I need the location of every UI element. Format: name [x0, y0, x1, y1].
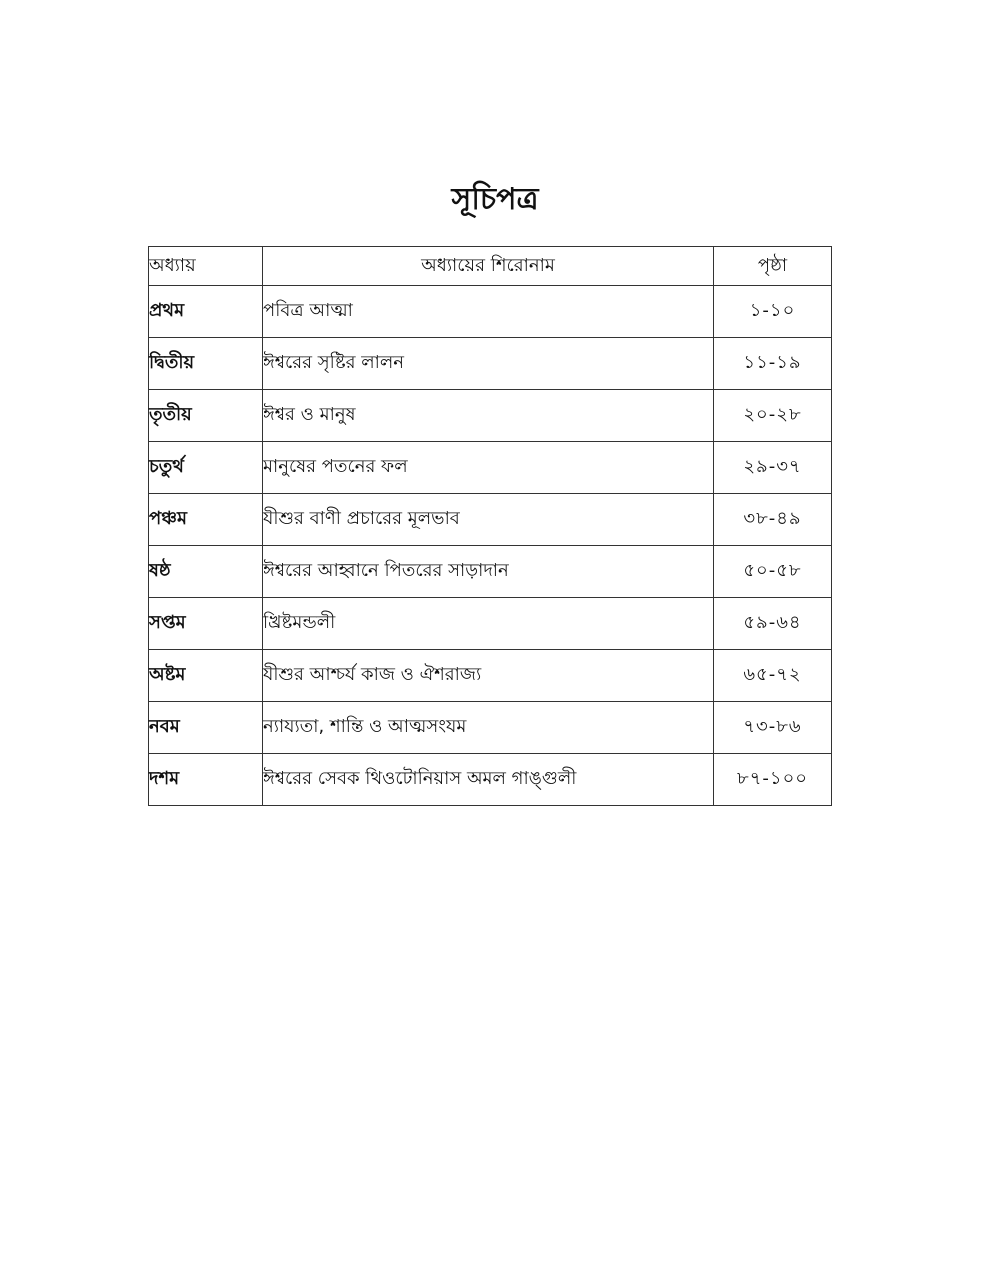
page-range-cell: ৭৩-৮৬ — [714, 702, 832, 754]
page-range-cell: ৫৯-৬৪ — [714, 598, 832, 650]
table-row — [149, 754, 832, 806]
chapter-cell: তৃতীয় — [149, 390, 263, 442]
chapter-cell: পঞ্চম — [149, 494, 263, 546]
header-title: অধ্যায়ের শিরোনাম — [263, 247, 714, 286]
title-cell: খ্রিষ্টমন্ডলী — [263, 598, 714, 650]
chapter-cell: অষ্টম — [149, 650, 263, 702]
page-range-cell: ৮৭-১০০ — [714, 754, 832, 806]
table-row — [149, 546, 832, 598]
table-row — [149, 442, 832, 494]
table-of-contents — [148, 246, 832, 806]
chapter-cell: নবম — [149, 702, 263, 754]
page-range-cell: ১১-১৯ — [714, 338, 832, 390]
title-cell: ন্যায্যতা, শান্তি ও আত্মসংযম — [263, 702, 714, 754]
title-cell: ঈশ্বরের আহ্বানে পিতরের সাড়াদান — [263, 546, 714, 598]
table-header-row — [149, 247, 832, 286]
page-range-cell: ২০-২৮ — [714, 390, 832, 442]
title-cell: ঈশ্বরের সেবক থিওটোনিয়াস অমল গাঙ্গুলী — [263, 754, 714, 806]
table-row — [149, 286, 832, 338]
chapter-cell: দ্বিতীয় — [149, 338, 263, 390]
chapter-cell: ষষ্ঠ — [149, 546, 263, 598]
chapter-cell: দশম — [149, 754, 263, 806]
table-row — [149, 598, 832, 650]
title-cell: যীশুর আশ্চর্য কাজ ও ঐশরাজ্য — [263, 650, 714, 702]
page-range-cell: ৫০-৫৮ — [714, 546, 832, 598]
chapter-cell: সপ্তম — [149, 598, 263, 650]
title-cell: পবিত্র আত্মা — [263, 286, 714, 338]
page-range-cell: ১-১০ — [714, 286, 832, 338]
chapter-cell: চতুর্থ — [149, 442, 263, 494]
table-row — [149, 702, 832, 754]
chapter-cell: প্রথম — [149, 286, 263, 338]
page-title: সূচিপত্র — [451, 182, 539, 217]
page-range-cell: ২৯-৩৭ — [714, 442, 832, 494]
title-cell: যীশুর বাণী প্রচারের মূলভাব — [263, 494, 714, 546]
page-range-cell: ৬৫-৭২ — [714, 650, 832, 702]
header-chapter: অধ্যায় — [149, 247, 263, 286]
title-cell: ঈশ্বর ও মানুষ — [263, 390, 714, 442]
table-row — [149, 390, 832, 442]
title-cell: মানুষের পতনের ফল — [263, 442, 714, 494]
header-page: পৃষ্ঠা — [714, 247, 832, 286]
title-cell: ঈশ্বরের সৃষ্টির লালন — [263, 338, 714, 390]
table-row — [149, 338, 832, 390]
table-row — [149, 650, 832, 702]
table-row — [149, 494, 832, 546]
page-range-cell: ৩৮-৪৯ — [714, 494, 832, 546]
